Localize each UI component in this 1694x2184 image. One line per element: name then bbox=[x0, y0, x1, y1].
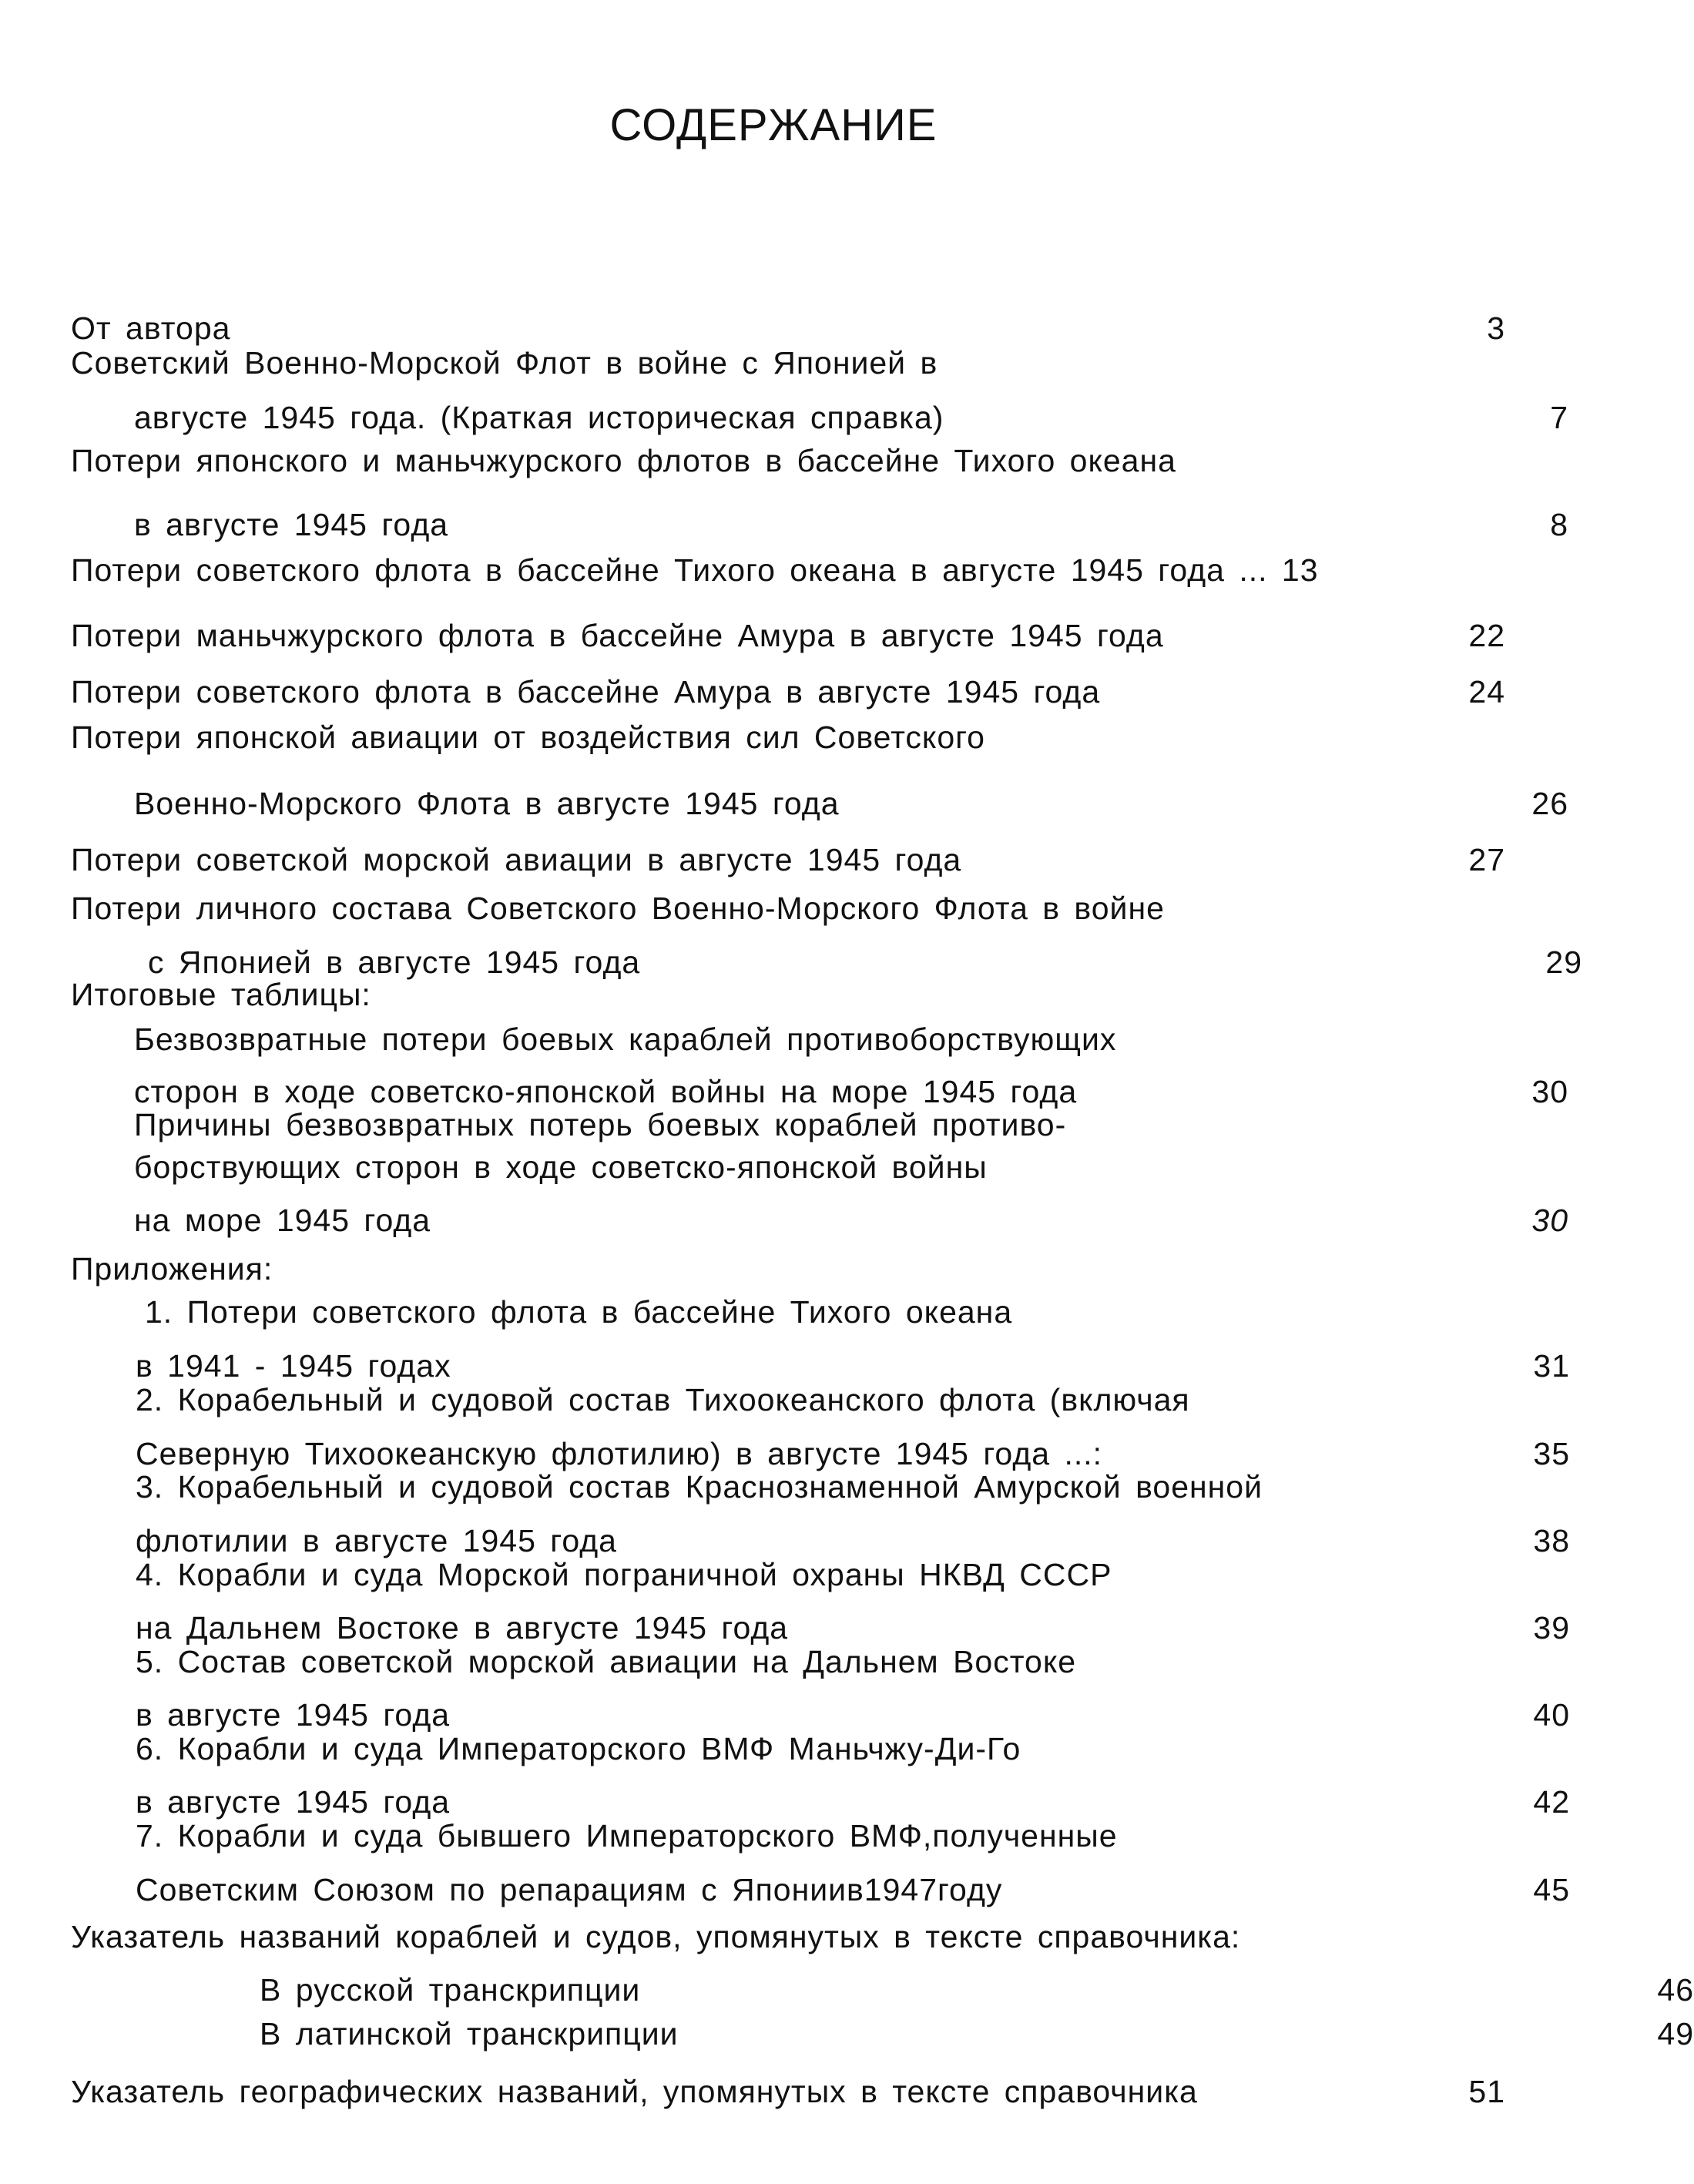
toc-entry bbox=[71, 1510, 1570, 1558]
toc-entry-title: В русской транскрипции bbox=[260, 1972, 641, 2008]
dot-leader bbox=[233, 297, 1471, 339]
toc-entry-title: Потери маньчжурского флота в бассейне Амура в августе 1945 года bbox=[71, 618, 1164, 653]
dot-leader bbox=[620, 1510, 1530, 1552]
toc-entry-page: 45 bbox=[1533, 1872, 1570, 1907]
toc-entry-title: Потери советского флота в бассейне Тихого океана в августе 1945 года ... 13 bbox=[71, 552, 1319, 588]
toc-entry-title: В латинской транскрипции bbox=[260, 2016, 679, 2051]
toc-entry-page: 49 bbox=[1657, 2016, 1694, 2051]
toc-entry-title: в августе 1945 года bbox=[134, 507, 449, 542]
toc-entry-title: Потери советской морской авиации в августе 1945 года bbox=[71, 842, 962, 877]
toc-entry-page: 30 bbox=[1531, 1203, 1568, 1238]
toc-entry bbox=[71, 1061, 1568, 1109]
dot-leader bbox=[947, 387, 1535, 428]
toc-entry-page: 27 bbox=[1468, 842, 1505, 877]
toc-entry bbox=[71, 829, 1505, 877]
toc-entry-title: Безвозвратные потери боевых караблей противоборствующих bbox=[134, 1022, 1117, 1057]
toc-entry bbox=[71, 2061, 1505, 2109]
toc-entry-title: Северную Тихоокеанскую флотилию) в августе 1945 года ...: bbox=[136, 1436, 1103, 1471]
toc-entry-title: на Дальнем Востоке в августе 1945 года bbox=[136, 1610, 789, 1646]
dot-leader bbox=[1103, 661, 1465, 703]
toc-entry-title: 4. Корабли и суда Морской пограничной охраны НКВД СССР bbox=[136, 1557, 1112, 1592]
toc-entry-title: Потери японской авиации от воздействия сил Советского bbox=[71, 720, 985, 755]
toc-entry-page: 51 bbox=[1468, 2074, 1505, 2109]
dot-leader bbox=[1167, 605, 1466, 646]
toc-entry-page: 40 bbox=[1533, 1697, 1570, 1733]
toc-entry bbox=[71, 387, 1568, 435]
toc-entry-page: 7 bbox=[1550, 400, 1568, 435]
toc-entry-page: 35 bbox=[1533, 1436, 1570, 1471]
dot-leader bbox=[453, 1684, 1530, 1726]
toc-entry-title: От автора bbox=[71, 310, 231, 346]
toc-entry-page: 30 bbox=[1531, 1074, 1568, 1109]
toc-entry bbox=[71, 1335, 1570, 1384]
toc-entry bbox=[71, 773, 1568, 821]
toc-entry-title: 3. Корабельный и судовой состав Краснознаменной Амурской военной bbox=[136, 1469, 1263, 1505]
toc-entry-title: Причины безвозвратных потерь боевых кораблей противо- bbox=[134, 1107, 1067, 1142]
toc-entry-title: на море 1945 года bbox=[134, 1203, 431, 1238]
dot-leader bbox=[682, 2003, 1655, 2045]
toc-entry-page: 39 bbox=[1533, 1610, 1570, 1646]
toc-entry bbox=[71, 931, 1582, 980]
toc-entry-title: 1. Потери советского флота в бассейне Тихого океана bbox=[145, 1294, 1013, 1330]
toc-entry-title: Потери японского и маньчжурского флотов в бассейне Тихого океана bbox=[71, 443, 1176, 478]
dot-leader bbox=[451, 494, 1535, 535]
toc-entry-title: Потери советского флота в бассейне Амура в августе 1945 года bbox=[71, 674, 1101, 710]
toc-entry-title: борствующих сторон в ходе советско-японской войны bbox=[134, 1149, 988, 1185]
toc-entry-title: флотилии в августе 1945 года bbox=[136, 1523, 617, 1558]
toc-entry-page: 22 bbox=[1468, 618, 1505, 653]
toc-entry bbox=[71, 1771, 1570, 1820]
toc-entry-title: Указатель географических названий, упомянутых в тексте справочника bbox=[71, 2074, 1198, 2109]
toc-entry-page: 31 bbox=[1533, 1348, 1570, 1384]
toc-entry-page: 26 bbox=[1531, 786, 1568, 821]
toc-entry-title: Потери личного состава Советского Военно-Морского Флота в войне bbox=[71, 891, 1165, 926]
toc-entry-title: в августе 1945 года bbox=[136, 1784, 451, 1820]
toc-entry-page: 42 bbox=[1533, 1784, 1570, 1820]
section-heading: Приложения: bbox=[71, 1251, 273, 1287]
table-of-contents bbox=[71, 0, 1694, 2184]
dot-leader bbox=[791, 1597, 1530, 1639]
toc-entry-title: Советский Военно-Морской Флот в войне с Японией в bbox=[71, 345, 938, 381]
dot-leader bbox=[1080, 1061, 1528, 1102]
toc-entry bbox=[71, 605, 1505, 653]
toc-entry-page: 46 bbox=[1657, 1972, 1694, 2008]
section-heading: Итоговые таблицы: bbox=[71, 977, 371, 1012]
toc-entry-title: 6. Корабли и суда Императорского ВМФ Маньчжу-Ди-Го bbox=[136, 1731, 1021, 1766]
dot-leader bbox=[1201, 2061, 1466, 2102]
page-title: СОДЕРЖАНИЕ bbox=[609, 100, 938, 150]
toc-entry bbox=[71, 1859, 1570, 1907]
toc-entry-page: 8 bbox=[1550, 507, 1568, 542]
toc-entry-title: сторон в ходе советско-японской войны на море 1945 года bbox=[134, 1074, 1078, 1109]
toc-entry-page: 38 bbox=[1533, 1523, 1570, 1558]
toc-entry bbox=[71, 1423, 1570, 1471]
dot-leader bbox=[1005, 1859, 1530, 1901]
toc-entry-title: 5. Состав советской морской авиации на Дальнем Востоке bbox=[136, 1644, 1077, 1679]
dot-leader bbox=[843, 773, 1529, 814]
toc-entry-title: августе 1945 года. (Краткая историческая справка) bbox=[134, 400, 944, 435]
toc-entry bbox=[71, 297, 1505, 346]
toc-entry bbox=[71, 661, 1505, 710]
dot-leader bbox=[453, 1771, 1530, 1813]
toc-entry-title: Указатель названий кораблей и судов, упомянутых в тексте справочника: bbox=[71, 1919, 1241, 1954]
dot-leader bbox=[455, 1335, 1531, 1377]
toc-entry-title: в августе 1945 года bbox=[136, 1697, 451, 1733]
toc-entry bbox=[71, 1597, 1570, 1646]
toc-entry-title: Советским Союзом по репарациям с Япониив1947году bbox=[136, 1872, 1003, 1907]
toc-entry-page: 29 bbox=[1545, 944, 1582, 980]
dot-leader bbox=[1105, 1423, 1530, 1464]
toc-entry-title: 7. Корабли и суда бывшего Императорского ВМФ,полученные bbox=[136, 1818, 1118, 1854]
dot-leader bbox=[964, 829, 1465, 871]
toc-entry bbox=[71, 1189, 1568, 1238]
dot-leader bbox=[643, 1959, 1654, 2001]
toc-entry bbox=[71, 2003, 1694, 2051]
toc-entry-page: 24 bbox=[1468, 674, 1505, 710]
toc-entry bbox=[71, 494, 1568, 542]
toc-entry-title: Военно-Морского Флота в августе 1945 года bbox=[134, 786, 840, 821]
toc-entry bbox=[71, 1684, 1570, 1733]
toc-entry bbox=[71, 1959, 1694, 2008]
toc-entry-title: 2. Корабельный и судовой состав Тихоокеанского флота (включая bbox=[136, 1382, 1190, 1417]
dot-leader bbox=[643, 931, 1542, 973]
dot-leader bbox=[434, 1189, 1528, 1231]
toc-entry-page: 3 bbox=[1487, 310, 1505, 346]
toc-entry-title: в 1941 - 1945 годах bbox=[136, 1348, 451, 1384]
toc-entry-title: с Японией в августе 1945 года bbox=[148, 944, 641, 980]
